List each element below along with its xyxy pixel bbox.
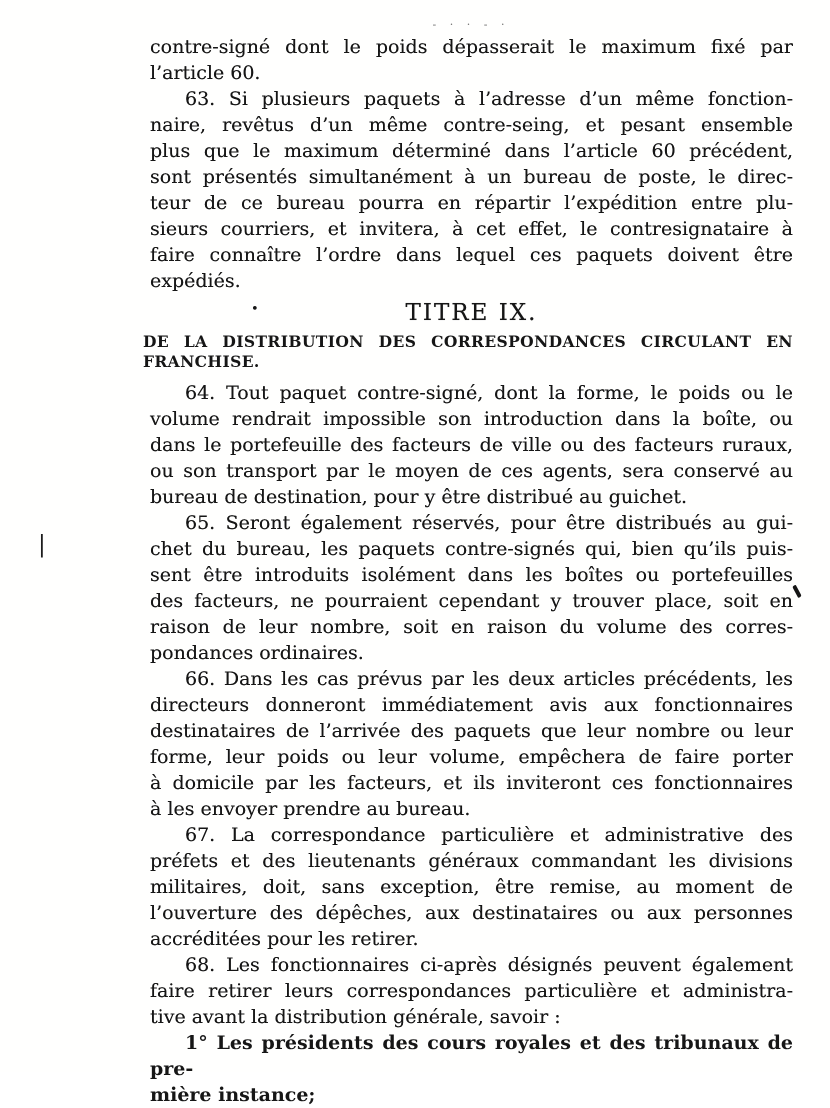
text-line: à domicile par les facteurs, et ils inviteront ces fonctionnaires <box>150 772 793 794</box>
text-line: faire retirer leurs correspondances particulière et administra- <box>150 980 793 1002</box>
section-title: TITRE IX. <box>405 300 538 326</box>
title-row <box>150 298 793 328</box>
left-margin-ink-mark: | <box>38 532 46 558</box>
ink-dot-artifact: • <box>251 302 259 317</box>
text-line: tive avant la distribution générale, savoir : <box>150 1006 561 1028</box>
text-line: préfets et des lieutenants généraux commandant les divisions <box>150 850 793 872</box>
paragraph-article-66 <box>150 666 793 822</box>
text-line: 67. La correspondance particulière et administrative des <box>185 824 793 846</box>
text-line: mière instance; <box>150 1084 316 1106</box>
list-item-1-presidents <box>150 1030 793 1108</box>
text-line: destinataires de l’arrivée des paquets que leur nombre ou leur <box>150 720 793 742</box>
text-line: plus que le maximum déterminé dans l’article 60 précédent, <box>150 140 793 162</box>
text-line: 64. Tout paquet contre-signé, dont la forme, le poids ou le <box>185 382 793 404</box>
paragraph-article-68 <box>150 952 793 1030</box>
text-line: à les envoyer prendre au bureau. <box>150 798 471 820</box>
text-line: ou son transport par le moyen de ces agents, sera conservé au <box>150 460 793 482</box>
text-line: raison de leur nombre, soit en raison du volume des corres- <box>150 616 793 638</box>
section-subtitle: DE LA DISTRIBUTION DES CORRESPONDANCES CIRCULANT EN FRANCHISE. <box>143 332 793 371</box>
text-column <box>143 34 793 1108</box>
paragraph-article-67 <box>150 822 793 952</box>
text-line: sent être introduits isolément dans les boîtes ou portefeuilles <box>150 564 793 586</box>
text-line: 1° Les présidents des cours royales et des tribunaux de pre- <box>150 1032 793 1080</box>
text-line: militaires, doit, sans exception, être remise, au moment de <box>150 876 793 898</box>
paragraph-article-63 <box>150 86 793 294</box>
text-line: sieurs courriers, et invitera, à cet effet, le contresignataire à <box>150 218 793 240</box>
text-line: forme, leur poids ou leur volume, empêchera de faire porter <box>150 746 793 768</box>
text-line: directeurs donneront immédiatement avis aux fonctionnaires <box>150 694 793 716</box>
text-line: des facteurs, ne pourraient cependant y trouver place, soit en <box>150 590 793 612</box>
text-line: contre-signé dont le poids dépasserait le maximum fixé par <box>150 36 793 58</box>
text-line: 65. Seront également réservés, pour être distribués au gui- <box>185 512 793 534</box>
text-line: accréditées pour les retirer. <box>150 928 419 950</box>
text-line: volume rendrait impossible son introduction dans la boîte, ou <box>150 408 793 430</box>
text-line: faire connaître l’ordre dans lequel ces paquets doivent être <box>150 244 793 266</box>
text-line: 68. Les fonctionnaires ci-après désignés peuvent également <box>185 954 793 976</box>
text-line: expédiés. <box>150 270 241 292</box>
paragraph-continuation <box>150 34 793 86</box>
text-line: naire, revêtus d’un même contre-seing, et pesant ensemble <box>150 114 793 136</box>
text-line: dans le portefeuille des facteurs de ville ou des facteurs ruraux, <box>150 434 793 456</box>
right-margin-ink-mark <box>792 585 801 598</box>
paragraph-article-65 <box>150 510 793 666</box>
text-line: teur de ce bureau pourra en répartir l’expédition entre plu- <box>150 192 793 214</box>
paragraph-article-64 <box>150 380 793 510</box>
text-line: l’ouverture des dépêches, aux destinataires ou aux personnes <box>150 902 793 924</box>
text-line: sont présentés simultanément à un bureau de poste, le direc- <box>150 166 793 188</box>
text-line: 63. Si plusieurs paquets à l’adresse d’un même fonction- <box>185 88 793 110</box>
text-line: 66. Dans les cas prévus par les deux articles précédents, les <box>185 668 793 690</box>
text-line: pondances ordinaires. <box>150 642 364 664</box>
text-line: l’article 60. <box>150 62 261 84</box>
scan-smudge-artifact: - · · - · <box>432 18 510 31</box>
text-line: chet du bureau, les paquets contre-signés qui, bien qu’ils puis- <box>150 538 793 560</box>
text-line: bureau de destination, pour y être distribué au guichet. <box>150 486 688 508</box>
